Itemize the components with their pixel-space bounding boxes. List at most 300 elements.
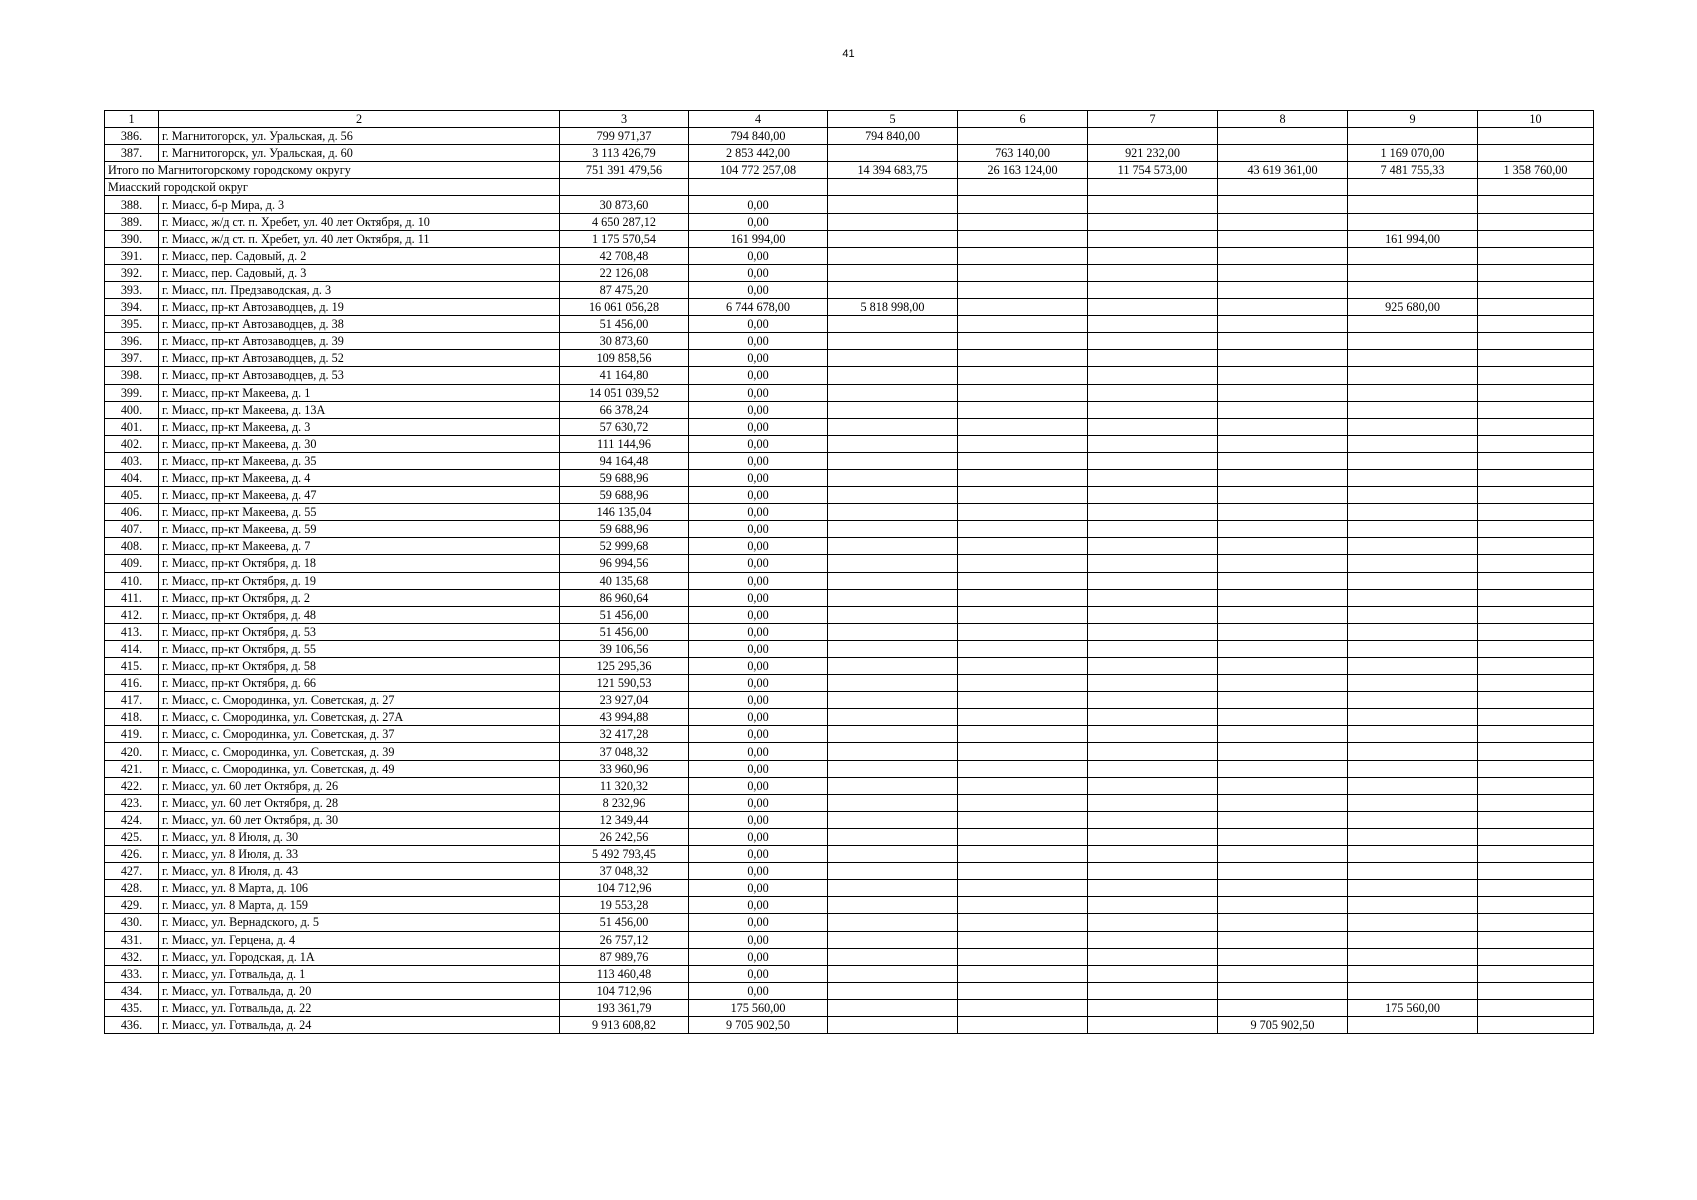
value-cell (958, 623, 1088, 640)
value-cell: 146 135,04 (560, 504, 689, 521)
value-cell (1218, 469, 1348, 486)
value-cell (1218, 999, 1348, 1016)
value-cell (1088, 880, 1218, 897)
value-cell: 5 818 998,00 (828, 299, 958, 316)
row-number: 402. (105, 435, 159, 452)
value-cell (1218, 435, 1348, 452)
value-cell (1478, 692, 1594, 709)
value-cell (958, 931, 1088, 948)
value-cell (1088, 794, 1218, 811)
address-cell: г. Миасс, пр-кт Макеева, д. 4 (159, 469, 560, 486)
table-row (105, 572, 1594, 589)
address-cell: г. Миасс, пр-кт Автозаводцев, д. 53 (159, 367, 560, 384)
value-cell (1218, 811, 1348, 828)
value-cell (560, 179, 689, 196)
value-cell (958, 811, 1088, 828)
value-cell: 87 989,76 (560, 948, 689, 965)
value-cell (1088, 692, 1218, 709)
value-cell: 96 994,56 (560, 555, 689, 572)
value-cell (1478, 333, 1594, 350)
value-cell (828, 538, 958, 555)
table-body (105, 111, 1594, 1034)
column-number-row (105, 111, 1594, 128)
value-cell: 3 113 426,79 (560, 145, 689, 162)
value-cell (1348, 572, 1478, 589)
table-row (105, 726, 1594, 743)
value-cell (1348, 538, 1478, 555)
address-cell: г. Миасс, ул. 8 Июля, д. 43 (159, 863, 560, 880)
section-label: Миасский городской округ (105, 179, 560, 196)
value-cell (1088, 760, 1218, 777)
value-cell (828, 487, 958, 504)
value-cell: 0,00 (689, 538, 828, 555)
row-number: 428. (105, 880, 159, 897)
value-cell (1348, 401, 1478, 418)
value-cell: 794 840,00 (689, 128, 828, 145)
row-number: 435. (105, 999, 159, 1016)
row-number: 392. (105, 264, 159, 281)
value-cell: 57 630,72 (560, 418, 689, 435)
value-cell: 175 560,00 (1348, 999, 1478, 1016)
row-number: 424. (105, 811, 159, 828)
value-cell: 11 754 573,00 (1088, 162, 1218, 179)
value-cell (828, 897, 958, 914)
column-header: 4 (689, 111, 828, 128)
value-cell (1218, 213, 1348, 230)
row-number: 429. (105, 897, 159, 914)
value-cell: 43 619 361,00 (1218, 162, 1348, 179)
row-number: 417. (105, 692, 159, 709)
table-row (105, 196, 1594, 213)
value-cell (828, 179, 958, 196)
value-cell: 193 361,79 (560, 999, 689, 1016)
value-cell (958, 658, 1088, 675)
value-cell (958, 709, 1088, 726)
row-number: 391. (105, 247, 159, 264)
value-cell (828, 692, 958, 709)
value-cell (828, 452, 958, 469)
value-cell (1348, 692, 1478, 709)
value-cell (1218, 948, 1348, 965)
table-row (105, 897, 1594, 914)
value-cell (828, 948, 958, 965)
table-row (105, 760, 1594, 777)
value-cell (958, 333, 1088, 350)
column-header: 9 (1348, 111, 1478, 128)
row-number: 390. (105, 230, 159, 247)
address-cell: г. Магнитогорск, ул. Уральская, д. 56 (159, 128, 560, 145)
value-cell: 109 858,56 (560, 350, 689, 367)
value-cell (1218, 367, 1348, 384)
data-table (104, 110, 1594, 1034)
address-cell: г. Миасс, пр-кт Автозаводцев, д. 52 (159, 350, 560, 367)
value-cell (1088, 914, 1218, 931)
value-cell: 2 853 442,00 (689, 145, 828, 162)
value-cell (1478, 196, 1594, 213)
value-cell: 0,00 (689, 367, 828, 384)
value-cell (828, 931, 958, 948)
address-cell: г. Миасс, с. Смородинка, ул. Советская, д. 39 (159, 743, 560, 760)
value-cell (1088, 811, 1218, 828)
row-number: 400. (105, 401, 159, 418)
value-cell (1478, 555, 1594, 572)
address-cell: г. Миасс, ул. 60 лет Октября, д. 30 (159, 811, 560, 828)
table-row (105, 1016, 1594, 1033)
value-cell (958, 743, 1088, 760)
value-cell (828, 846, 958, 863)
value-cell (1348, 264, 1478, 281)
value-cell: 111 144,96 (560, 435, 689, 452)
table-row (105, 230, 1594, 247)
value-cell (828, 230, 958, 247)
value-cell (1348, 589, 1478, 606)
value-cell (828, 640, 958, 657)
value-cell: 26 163 124,00 (958, 162, 1088, 179)
address-cell: г. Миасс, пр-кт Октября, д. 2 (159, 589, 560, 606)
value-cell: 0,00 (689, 401, 828, 418)
value-cell (1348, 316, 1478, 333)
row-number: 401. (105, 418, 159, 435)
table-row (105, 692, 1594, 709)
value-cell: 0,00 (689, 247, 828, 264)
value-cell (1348, 931, 1478, 948)
value-cell (1088, 965, 1218, 982)
value-cell (1218, 743, 1348, 760)
value-cell: 925 680,00 (1348, 299, 1478, 316)
value-cell (828, 213, 958, 230)
value-cell: 4 650 287,12 (560, 213, 689, 230)
value-cell (958, 299, 1088, 316)
address-cell: г. Миасс, пр-кт Автозаводцев, д. 19 (159, 299, 560, 316)
address-cell: г. Миасс, пр-кт Октября, д. 55 (159, 640, 560, 657)
value-cell (1348, 777, 1478, 794)
value-cell (828, 794, 958, 811)
value-cell (1348, 743, 1478, 760)
value-cell (1088, 931, 1218, 948)
value-cell: 19 553,28 (560, 897, 689, 914)
value-cell (1348, 828, 1478, 845)
value-cell: 51 456,00 (560, 623, 689, 640)
value-cell (958, 452, 1088, 469)
value-cell: 43 994,88 (560, 709, 689, 726)
value-cell (958, 230, 1088, 247)
row-number: 407. (105, 521, 159, 538)
value-cell: 59 688,96 (560, 521, 689, 538)
address-cell: г. Миасс, пр-кт Октября, д. 48 (159, 606, 560, 623)
value-cell: 9 705 902,50 (1218, 1016, 1348, 1033)
value-cell: 26 757,12 (560, 931, 689, 948)
value-cell (1088, 333, 1218, 350)
value-cell (1478, 316, 1594, 333)
value-cell: 52 999,68 (560, 538, 689, 555)
value-cell (1348, 384, 1478, 401)
value-cell (1478, 487, 1594, 504)
address-cell: г. Миасс, пр-кт Макеева, д. 55 (159, 504, 560, 521)
value-cell: 0,00 (689, 452, 828, 469)
row-number: 393. (105, 281, 159, 298)
address-cell: г. Миасс, пр-кт Октября, д. 53 (159, 623, 560, 640)
value-cell (1348, 726, 1478, 743)
value-cell (1088, 521, 1218, 538)
address-cell: г. Миасс, ул. Готвальда, д. 24 (159, 1016, 560, 1033)
value-cell (958, 675, 1088, 692)
table-row (105, 777, 1594, 794)
value-cell (958, 640, 1088, 657)
value-cell (1218, 931, 1348, 948)
value-cell (828, 145, 958, 162)
value-cell (958, 247, 1088, 264)
value-cell (1218, 692, 1348, 709)
row-number: 406. (105, 504, 159, 521)
value-cell (1478, 658, 1594, 675)
value-cell (1348, 948, 1478, 965)
row-number: 426. (105, 846, 159, 863)
value-cell (1218, 247, 1348, 264)
address-cell: г. Миасс, пр-кт Автозаводцев, д. 39 (159, 333, 560, 350)
value-cell (1478, 452, 1594, 469)
row-number: 423. (105, 794, 159, 811)
address-cell: г. Миасс, ул. Готвальда, д. 22 (159, 999, 560, 1016)
value-cell: 0,00 (689, 931, 828, 948)
value-cell (1088, 640, 1218, 657)
table-row (105, 555, 1594, 572)
row-number: 386. (105, 128, 159, 145)
address-cell: г. Миасс, пр-кт Макеева, д. 13А (159, 401, 560, 418)
row-number: 436. (105, 1016, 159, 1033)
value-cell (1348, 811, 1478, 828)
value-cell: 33 960,96 (560, 760, 689, 777)
value-cell (1088, 504, 1218, 521)
value-cell (958, 589, 1088, 606)
value-cell: 5 492 793,45 (560, 846, 689, 863)
value-cell (828, 418, 958, 435)
value-cell (1088, 846, 1218, 863)
address-cell: г. Миасс, пр-кт Макеева, д. 3 (159, 418, 560, 435)
value-cell: 0,00 (689, 384, 828, 401)
value-cell: 51 456,00 (560, 316, 689, 333)
address-cell: г. Миасс, ул. 8 Марта, д. 106 (159, 880, 560, 897)
value-cell: 14 051 039,52 (560, 384, 689, 401)
value-cell: 51 456,00 (560, 914, 689, 931)
value-cell (1478, 760, 1594, 777)
value-cell (958, 538, 1088, 555)
value-cell (1088, 128, 1218, 145)
value-cell (1088, 213, 1218, 230)
value-cell (1088, 572, 1218, 589)
table-row (105, 367, 1594, 384)
value-cell: 0,00 (689, 418, 828, 435)
address-cell: г. Миасс, пр-кт Октября, д. 58 (159, 658, 560, 675)
value-cell (828, 675, 958, 692)
value-cell (828, 709, 958, 726)
row-number: 430. (105, 914, 159, 931)
page-number: 41 (842, 48, 855, 60)
row-number: 427. (105, 863, 159, 880)
value-cell: 37 048,32 (560, 863, 689, 880)
value-cell (1348, 760, 1478, 777)
value-cell (828, 777, 958, 794)
value-cell (1478, 623, 1594, 640)
value-cell (828, 333, 958, 350)
value-cell (1478, 572, 1594, 589)
row-number: 431. (105, 931, 159, 948)
value-cell (1088, 384, 1218, 401)
address-cell: г. Миасс, б-р Мира, д. 3 (159, 196, 560, 213)
row-number: 421. (105, 760, 159, 777)
row-number: 416. (105, 675, 159, 692)
value-cell (1218, 606, 1348, 623)
value-cell (1218, 760, 1348, 777)
value-cell (958, 521, 1088, 538)
value-cell (1218, 128, 1348, 145)
table-row (105, 128, 1594, 145)
value-cell (1218, 982, 1348, 999)
value-cell (1218, 572, 1348, 589)
value-cell (828, 828, 958, 845)
value-cell (828, 658, 958, 675)
address-cell: г. Миасс, пл. Предзаводская, д. 3 (159, 281, 560, 298)
table-row (105, 247, 1594, 264)
address-cell: г. Миасс, ул. 8 Июля, д. 33 (159, 846, 560, 863)
value-cell (958, 572, 1088, 589)
value-cell (1478, 281, 1594, 298)
value-cell (958, 367, 1088, 384)
value-cell (1218, 777, 1348, 794)
value-cell (1088, 555, 1218, 572)
value-cell: 8 232,96 (560, 794, 689, 811)
row-number: 413. (105, 623, 159, 640)
address-cell: г. Миасс, пер. Садовый, д. 2 (159, 247, 560, 264)
table-row (105, 863, 1594, 880)
value-cell (1218, 640, 1348, 657)
value-cell (1218, 333, 1348, 350)
value-cell (1478, 504, 1594, 521)
value-cell (1088, 828, 1218, 845)
address-cell: г. Миасс, пр-кт Октября, д. 66 (159, 675, 560, 692)
value-cell (1478, 230, 1594, 247)
value-cell: 751 391 479,56 (560, 162, 689, 179)
table-row (105, 606, 1594, 623)
column-header: 5 (828, 111, 958, 128)
value-cell (1478, 828, 1594, 845)
value-cell (828, 589, 958, 606)
value-cell (1088, 264, 1218, 281)
value-cell (1218, 794, 1348, 811)
table-row (105, 931, 1594, 948)
table-row (105, 401, 1594, 418)
value-cell: 0,00 (689, 658, 828, 675)
value-cell (1218, 555, 1348, 572)
value-cell: 0,00 (689, 281, 828, 298)
value-cell (1088, 709, 1218, 726)
value-cell (1478, 794, 1594, 811)
value-cell (1218, 384, 1348, 401)
value-cell (828, 196, 958, 213)
value-cell (828, 316, 958, 333)
value-cell (958, 880, 1088, 897)
value-cell (1478, 128, 1594, 145)
value-cell (1478, 931, 1594, 948)
table-row (105, 384, 1594, 401)
value-cell (1218, 281, 1348, 298)
value-cell: 32 417,28 (560, 726, 689, 743)
value-cell (958, 777, 1088, 794)
value-cell (1478, 811, 1594, 828)
value-cell (958, 213, 1088, 230)
value-cell (1088, 316, 1218, 333)
value-cell (1348, 521, 1478, 538)
address-cell: г. Миасс, ж/д ст. п. Хребет, ул. 40 лет Октября, д. 10 (159, 213, 560, 230)
value-cell (1478, 469, 1594, 486)
value-cell (1348, 914, 1478, 931)
value-cell (1088, 487, 1218, 504)
table-row (105, 589, 1594, 606)
value-cell (1478, 1016, 1594, 1033)
value-cell: 0,00 (689, 521, 828, 538)
value-cell (1088, 777, 1218, 794)
value-cell (1348, 350, 1478, 367)
value-cell (1478, 145, 1594, 162)
value-cell (1088, 418, 1218, 435)
value-cell: 0,00 (689, 777, 828, 794)
row-number: 420. (105, 743, 159, 760)
address-cell: г. Миасс, ул. 60 лет Октября, д. 28 (159, 794, 560, 811)
value-cell (958, 863, 1088, 880)
row-number: 408. (105, 538, 159, 555)
value-cell (958, 897, 1088, 914)
value-cell (1478, 401, 1594, 418)
value-cell (958, 606, 1088, 623)
value-cell (1478, 914, 1594, 931)
value-cell (1088, 299, 1218, 316)
value-cell (1218, 863, 1348, 880)
table-row (105, 914, 1594, 931)
value-cell: 1 358 760,00 (1478, 162, 1594, 179)
value-cell (1348, 982, 1478, 999)
value-cell (1088, 863, 1218, 880)
value-cell (1218, 538, 1348, 555)
value-cell (828, 367, 958, 384)
table-row (105, 675, 1594, 692)
value-cell: 40 135,68 (560, 572, 689, 589)
value-cell (1088, 230, 1218, 247)
value-cell: 113 460,48 (560, 965, 689, 982)
value-cell: 0,00 (689, 264, 828, 281)
value-cell: 161 994,00 (689, 230, 828, 247)
row-number: 414. (105, 640, 159, 657)
value-cell: 121 590,53 (560, 675, 689, 692)
value-cell: 0,00 (689, 709, 828, 726)
value-cell (958, 469, 1088, 486)
column-header: 6 (958, 111, 1088, 128)
table-row (105, 264, 1594, 281)
value-cell: 16 061 056,28 (560, 299, 689, 316)
value-cell: 0,00 (689, 811, 828, 828)
row-number: 419. (105, 726, 159, 743)
value-cell (1478, 606, 1594, 623)
value-cell: 87 475,20 (560, 281, 689, 298)
value-cell: 794 840,00 (828, 128, 958, 145)
row-number: 395. (105, 316, 159, 333)
value-cell (1218, 726, 1348, 743)
table-row (105, 640, 1594, 657)
value-cell: 0,00 (689, 965, 828, 982)
value-cell: 0,00 (689, 948, 828, 965)
column-header: 2 (159, 111, 560, 128)
value-cell (1348, 965, 1478, 982)
value-cell: 104 712,96 (560, 880, 689, 897)
value-cell: 26 242,56 (560, 828, 689, 845)
